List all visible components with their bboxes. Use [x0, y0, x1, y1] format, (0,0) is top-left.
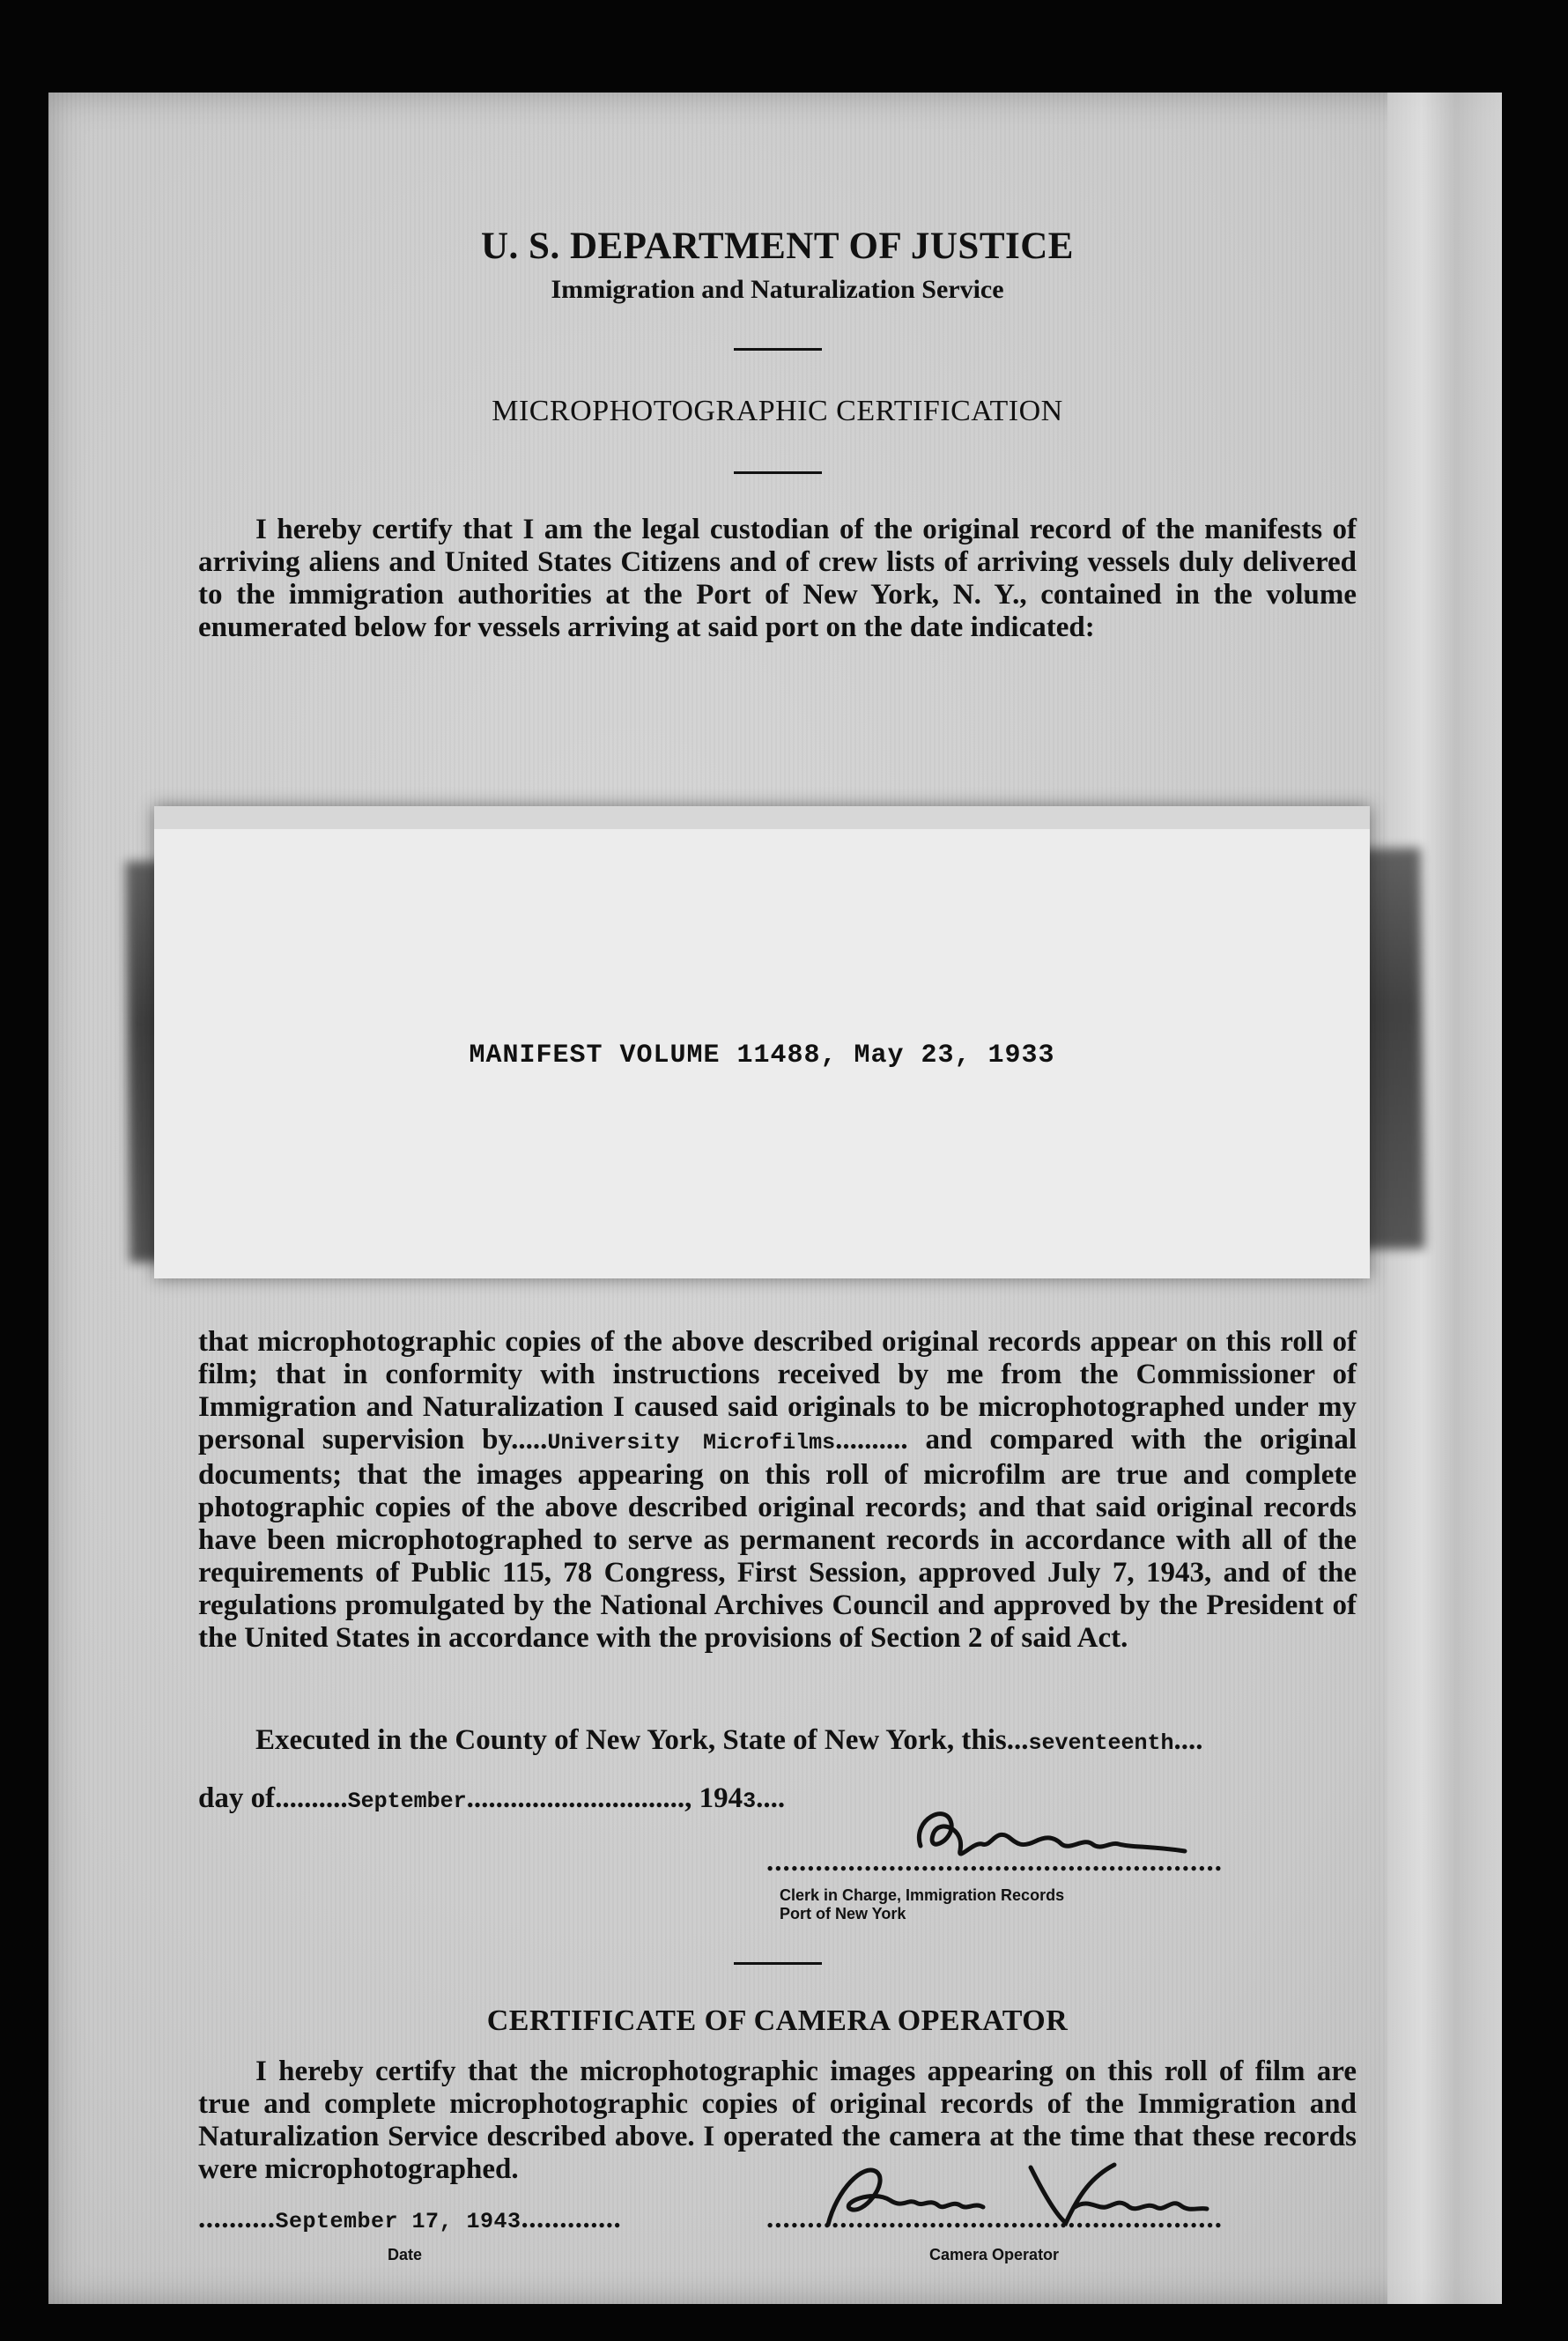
year-digit-typed: 3: [743, 1789, 757, 1814]
date-line: ..........September 17, 1943.............: [198, 2203, 622, 2234]
body-paragraph: that microphotographic copies of the above described original records appear on this roll of film; that in conformity with instructions received by me from the Commissioner of Immigration and Naturalization I caused said originals to be microphotographed under my personal supervision by.....University Microfilms.......... and compared with the original documents; that the images appearing on this roll of microfilm are true and complete photographic copies of the above described original records; and that said original records have been microphotographed to serve as permanent records in accordance with all of the requirements of Public 115, 78 Congress, First Session, approved July 7, 1943, and of the regulations promulgated by the National Archives Council and approved by the President of the United States in accordance with the provisions of Section 2 of said Act.: [198, 1326, 1357, 1654]
divider: [734, 348, 822, 351]
divider: [734, 471, 822, 474]
body-rest: and compared with the original documents; that the images appearing on this roll of microfilm are true and complete photographic copies of the above described original records; and that said original records have been microphotographed to serve as permanent records in accordance with all of the requirements of Public 115, 78 Congress, First Session, approved July 7, 1943, and of the regulations promulgated by the National Archives Council and approved by the President of the United States in accordance with the provisions of Section 2 of said Act.: [198, 1424, 1357, 1654]
service-subheading: Immigration and Naturalization Service: [551, 275, 1004, 304]
divider: [734, 1962, 822, 1965]
manifest-volume: MANIFEST VOLUME 11488, May 23, 1933: [469, 1041, 1055, 1070]
manifest-slip: [154, 806, 1370, 1278]
supervisor-typed: University Microfilms: [547, 1430, 836, 1456]
date-typed: September 17, 1943: [275, 2209, 521, 2234]
intro-paragraph: I hereby certify that I am the legal custodian of the original record of the manifests of arriving aliens and United States Citizens and of crew lists of arriving vessels duly delivered to the immigration authorities at the Port of New York, N. Y., contained in the volume enumerated below for vessels arriving at said port on the date indicated:: [198, 514, 1357, 643]
operator-caption: Camera Operator: [929, 2246, 1060, 2263]
department-heading: U. S. DEPARTMENT OF JUSTICE: [480, 226, 1074, 267]
month-typed: September: [347, 1789, 467, 1814]
document-sheet: [48, 93, 1502, 2304]
camera-operator-title: CERTIFICATE OF CAMERA OPERATOR: [486, 2004, 1069, 2037]
body-lead: that microphotographic copies of the above described original records appear on this roll of film; that in conformity with instructions received by me from the Commissioner of Immigration and Naturalization I caused said originals to be microphotographed under my personal supervision by: [198, 1326, 1357, 1456]
date-caption: Date: [388, 2246, 423, 2263]
clerk-signature-line: ........................................................: [766, 1846, 1223, 1878]
executed-day-typed: seventeenth: [1028, 1730, 1174, 1756]
clerk-signature: [885, 1793, 1211, 1877]
day-of-line: day of..........September.............................., 1943....: [198, 1782, 786, 1814]
clerk-caption: Clerk in Charge, Immigration Records Port of New York: [780, 1886, 1065, 1922]
camera-operator-paragraph: I hereby certify that the microphotographic images appearing on this roll of film are true and complete microphotographic copies of original records of the Immigration and Naturalization Service described above. I operated the camera at the time that these records were microphotographed.: [198, 2056, 1357, 2185]
operator-signature-line: ........................................................: [766, 2203, 1223, 2234]
operator-signature: [810, 2154, 1216, 2238]
executed-line: Executed in the County of New York, State of New York, this...seventeenth....: [255, 1724, 1203, 1756]
certification-title: MICROPHOTOGRAPHIC CERTIFICATION: [492, 395, 1063, 427]
